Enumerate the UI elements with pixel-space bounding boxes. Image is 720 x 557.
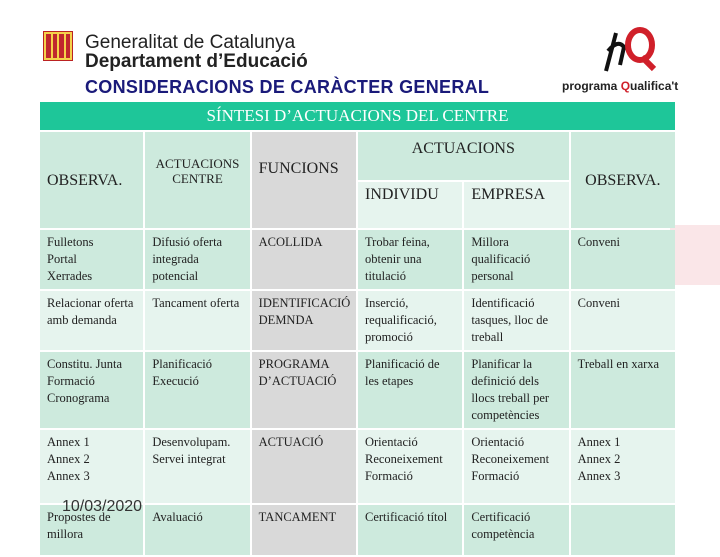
qualificat-logo-icon xyxy=(598,25,658,73)
table-cell: Trobar feina, obtenir una titulació xyxy=(358,230,462,289)
page-title: CONSIDERACIONS DE CARÀCTER GENERAL xyxy=(85,77,490,97)
header-empresa: EMPRESA xyxy=(464,182,568,228)
table-cell: IDENTIFICACIÓ DEMNDA xyxy=(252,291,356,350)
table-cell: Planificació de les etapes xyxy=(358,352,462,428)
table-row xyxy=(40,352,675,428)
qualificat-logo-text: programa Qualifica't xyxy=(562,79,679,93)
table-cell: TANCAMENT xyxy=(252,505,356,555)
header-observa-right: OBSERVA. xyxy=(571,132,675,228)
table-cell: Certificació títol xyxy=(358,505,462,555)
table-cell: ACTUACIÓ xyxy=(252,430,356,503)
table-cell: Conveni xyxy=(571,291,675,350)
table-row xyxy=(40,230,675,289)
table-cell xyxy=(571,505,675,555)
table-cell: Relacionar oferta amb demanda xyxy=(40,291,143,350)
table-cell: Identificació tasques, lloc de treball xyxy=(464,291,568,350)
table-cell: Millora qualificació personal xyxy=(464,230,568,289)
table-cell: PROGRAMA D’ACTUACIÓ xyxy=(252,352,356,428)
table-cell: Tancament oferta xyxy=(145,291,249,350)
table-cell: Treball en xarxa xyxy=(571,352,675,428)
table-cell: ACOLLIDA xyxy=(252,230,356,289)
table-row xyxy=(40,430,675,503)
table-cell: Planificació Execució xyxy=(145,352,249,428)
table-cell: Conveni xyxy=(571,230,675,289)
table-cell: Propostes de millora xyxy=(40,505,143,555)
table-cell: Orientació Reconeixement Formació xyxy=(358,430,462,503)
actions-table xyxy=(38,130,677,557)
table-cell: Orientació Reconeixement Formació xyxy=(464,430,568,503)
org-name: Generalitat de Catalunya xyxy=(85,32,296,53)
header-funcions: FUNCIONS xyxy=(252,132,356,228)
table-cell: Difusió oferta integrada potencial xyxy=(145,230,249,289)
table-cell: Planificar la definició dels llocs treball per competències xyxy=(464,352,568,428)
table-caption: SÍNTESI D’ACTUACIONS DEL CENTRE xyxy=(40,102,675,130)
table-cell: Inserció, requalificació, promoció xyxy=(358,291,462,350)
table-cell: Avaluació xyxy=(145,505,249,555)
background-watermark xyxy=(670,225,720,285)
generalitat-logo-icon xyxy=(43,31,73,61)
header-actuacions: ACTUACIONS xyxy=(358,132,569,180)
header-observa-left: OBSERVA. xyxy=(40,132,143,228)
table-cell: Annex 1 Annex 2 Annex 3 xyxy=(571,430,675,503)
header-actuacions-centre: ACTUACIONS CENTRE xyxy=(145,132,249,228)
table-cell: Annex 1 Annex 2 Annex 3 xyxy=(40,430,143,503)
table-row xyxy=(40,291,675,350)
table-cell: Desenvolupam. Servei integrat xyxy=(145,430,249,503)
slide-date: 10/03/2020 xyxy=(62,498,143,515)
department-name: Departament d’Educació xyxy=(85,51,308,72)
table-cell: Fulletons Portal Xerrades xyxy=(40,230,143,289)
table-cell: Constitu. Junta Formació Cronograma xyxy=(40,352,143,428)
table-cell: Certificació competència xyxy=(464,505,568,555)
header-individu: INDIVIDU xyxy=(358,182,462,228)
